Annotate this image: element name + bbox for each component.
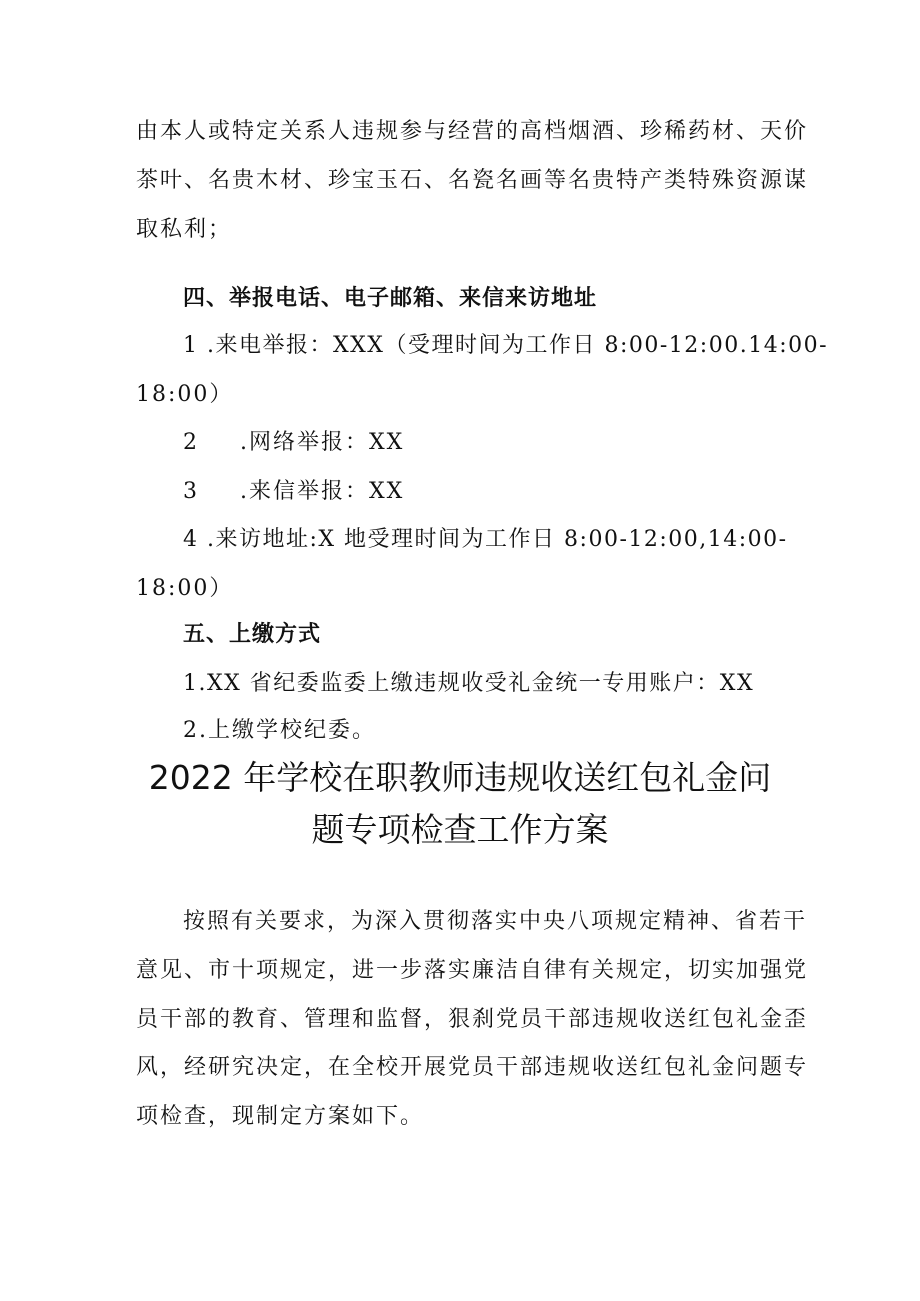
paragraph-line: 取私利；: [136, 217, 233, 242]
payment-item: 1.XX 省纪委监委上缴违规收受礼金统一专用账户：XX: [183, 671, 755, 696]
intro-line: 按照有关要求，为深入贯彻落实中央八项规定精神、省若干: [183, 909, 808, 934]
intro-line: 意见、市十项规定，进一步落实廉洁自律有关规定，切实加强党: [136, 958, 809, 983]
list-number: 3: [183, 479, 199, 504]
report-online-item: .网络举报：XX: [240, 430, 405, 455]
payment-item: 2.上缴学校纪委。: [183, 718, 376, 743]
section-heading-payment: 五、上缴方式: [183, 622, 322, 647]
report-phone-item-cont: 18:00）: [136, 382, 234, 407]
report-visit-item-cont: 18:00）: [136, 576, 234, 601]
section-heading-reporting: 四、举报电话、电子邮箱、来信来访地址: [183, 286, 598, 311]
document-title-line-1: 2022 年学校在职教师违规收送红包礼金问: [148, 758, 772, 797]
document-title-line-2: 题专项检查工作方案: [311, 810, 609, 849]
paragraph-line: 茶叶、名贵木材、珍宝玉石、名瓷名画等名贵特产类特殊资源谋: [136, 168, 809, 193]
intro-line: 员干部的教育、管理和监督，狠刹党员干部违规收送红包礼金歪: [136, 1007, 809, 1032]
intro-line: 项检查，现制定方案如下。: [136, 1104, 425, 1129]
paragraph-line: 由本人或特定关系人违规参与经营的高档烟酒、珍稀药材、天价: [136, 119, 809, 144]
report-phone-item: 1 .来电举报：XXX（受理时间为工作日 8:00-12:00.14:00-: [183, 333, 829, 358]
report-letter-item: .来信举报：XX: [240, 479, 405, 504]
intro-line: 风，经研究决定，在全校开展党员干部违规收送红包礼金问题专: [136, 1055, 809, 1080]
report-visit-item: 4 .来访地址:X 地受理时间为工作日 8:00-12:00,14:00-: [183, 527, 788, 552]
list-number: 2: [183, 430, 199, 455]
